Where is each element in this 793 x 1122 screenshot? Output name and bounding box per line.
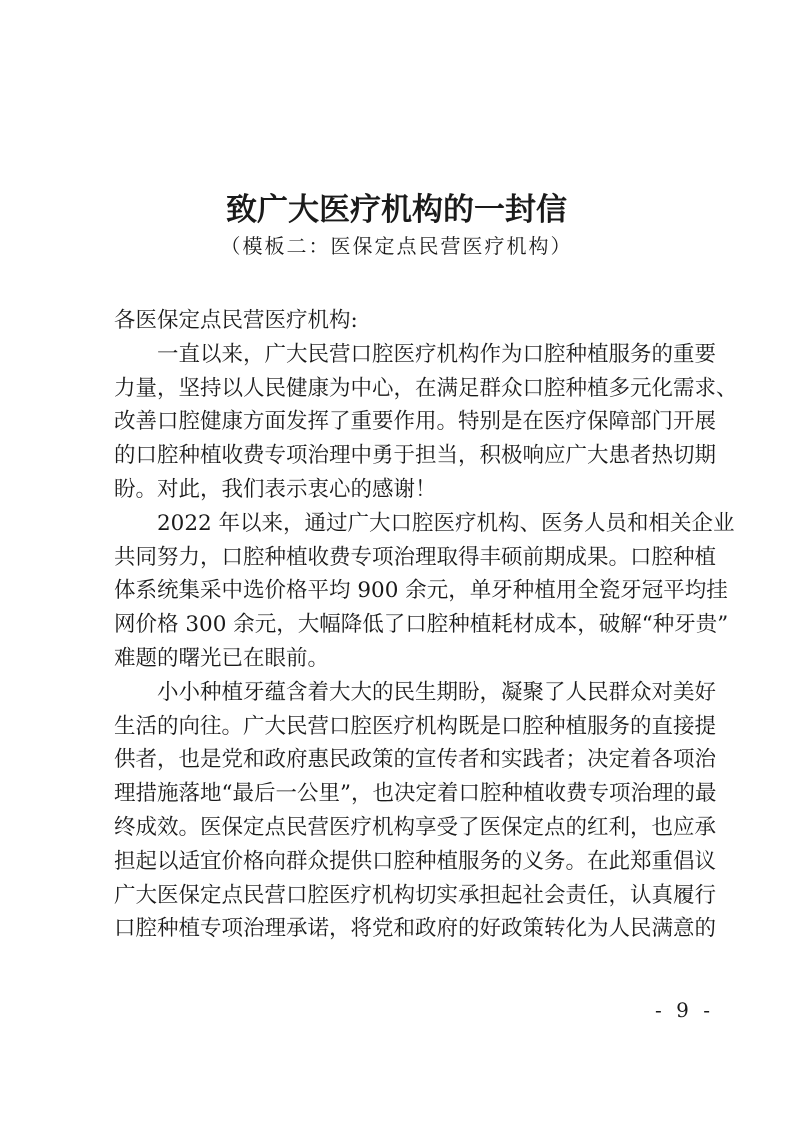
text-line: 2022 年以来，通过广大口腔医疗机构、医务人员和相关企业 (157, 510, 735, 536)
document-title: 致广大医疗机构的一封信 (226, 192, 567, 228)
text-line: 供者，也是党和政府惠民政策的宣传者和实践者；决定着各项治 (114, 747, 717, 773)
text-line: 理措施落地“最后一公里”，也决定着口腔种植收费专项治理的最 (114, 781, 717, 807)
text-line: 一直以来，广大民营口腔医疗机构作为口腔种植服务的重要 (157, 341, 717, 367)
text-line: 体系统集采中选价格平均 900 余元，单牙种植用全瓷牙冠平均挂 (114, 578, 728, 604)
page-number: - 9 - (655, 998, 714, 1022)
text-line: 担起以适宜价格向群众提供口腔种植服务的义务。在此郑重倡议 (114, 848, 717, 874)
text-line: 小小种植牙蕴含着大大的民生期盼，凝聚了人民群众对美好 (157, 679, 717, 705)
text-line: 广大医保定点民营口腔医疗机构切实承担起社会责任，认真履行 (114, 882, 717, 908)
text-line: 的口腔种植收费专项治理中勇于担当，积极响应广大患者热切期 (114, 443, 717, 469)
document-subtitle: （模板二：医保定点民营医疗机构） (220, 234, 573, 258)
letter-body (114, 304, 738, 946)
text-line: 改善口腔健康方面发挥了重要作用。特别是在医疗保障部门开展 (114, 409, 717, 435)
text-line: 各医保定点民营医疗机构: (114, 308, 358, 333)
text-line: 口腔种植专项治理承诺，将党和政府的好政策转化为人民满意的 (114, 916, 717, 942)
text-line: 力量，坚持以人民健康为中心，在满足群众口腔种植多元化需求、 (114, 375, 738, 401)
text-line: 难题的曙光已在眼前。 (114, 645, 330, 671)
text-line: 盼。对此，我们表示衷心的感谢！ (114, 476, 437, 502)
text-line: 生活的向往。广大民营口腔医疗机构既是口腔种植服务的直接提 (114, 713, 717, 739)
text-line: 终成效。医保定点民营医疗机构享受了医保定点的红利，也应承 (114, 814, 717, 840)
text-line: 网价格 300 余元，大幅降低了口腔种植耗材成本，破解“种牙贵” (114, 612, 729, 638)
text-line: 共同努力，口腔种植收费专项治理取得丰硕前期成果。口腔种植 (114, 544, 717, 570)
